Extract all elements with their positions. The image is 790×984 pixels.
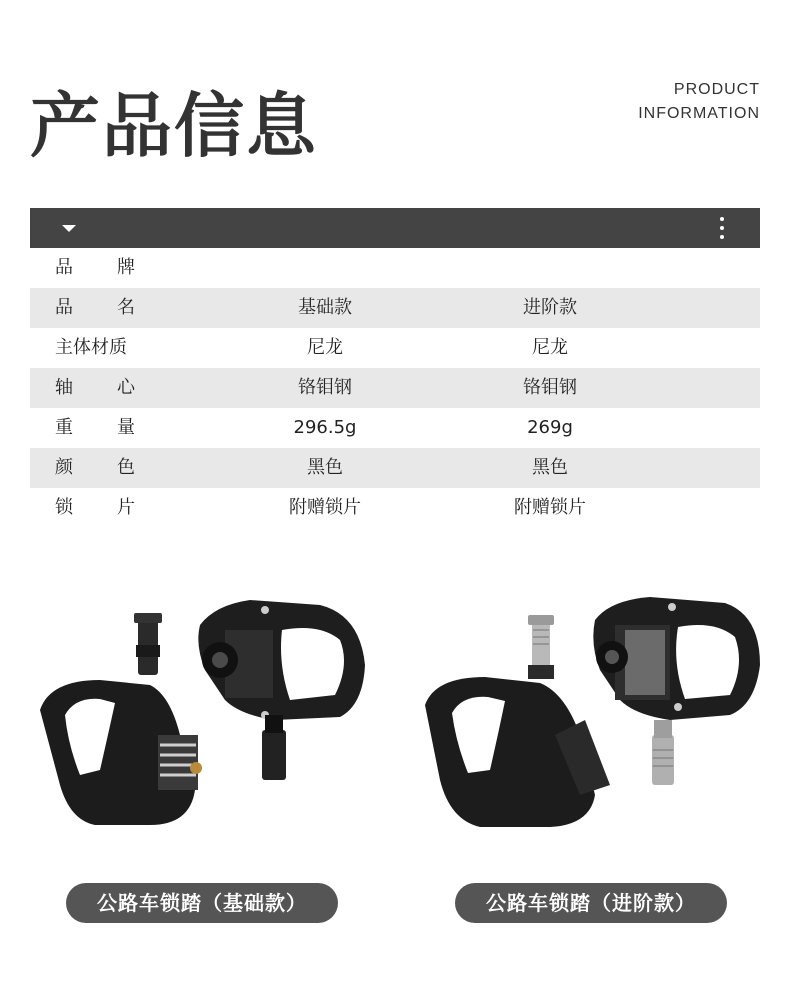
value-basic: 296.5g [293, 417, 357, 438]
value-advanced: 附赠锁片 [514, 497, 586, 518]
value-advanced: 尼龙 [532, 337, 568, 358]
row-label [55, 408, 135, 448]
value-advanced: 进阶款 [523, 297, 577, 318]
label-char: 名 [117, 297, 135, 318]
label-char: 量 [117, 417, 135, 438]
table-row [30, 328, 760, 368]
value-basic [255, 248, 395, 288]
subtitle-line-1: PRODUCT [673, 81, 760, 98]
value-basic: 黑色 [307, 457, 343, 478]
label-char: 片 [117, 497, 135, 518]
label-char: 品 [55, 257, 73, 278]
value-advanced: 黑色 [532, 457, 568, 478]
page-subtitle [638, 78, 760, 126]
row-label [55, 448, 135, 488]
table-header-bar [30, 208, 760, 248]
product-caption-advanced: 公路车锁踏（进阶款） [455, 883, 727, 923]
caret-down-icon[interactable] [62, 225, 76, 232]
value-advanced: 铬钼钢 [523, 377, 577, 398]
value-basic: 尼龙 [307, 337, 343, 358]
product-image-advanced [410, 585, 770, 830]
table-row [30, 288, 760, 328]
row-label [55, 368, 135, 408]
more-vertical-icon[interactable] [720, 217, 724, 239]
row-label [55, 288, 135, 328]
label-char: 品 [55, 297, 73, 318]
spec-table [30, 248, 760, 528]
value-basic: 基础款 [298, 297, 352, 318]
value-basic: 铬钼钢 [298, 377, 352, 398]
label-text: 主体材质 [55, 337, 127, 358]
product-caption-basic: 公路车锁踏（基础款） [66, 883, 338, 923]
table-row [30, 248, 760, 288]
table-row [30, 488, 760, 528]
value-advanced [480, 248, 620, 288]
label-char: 色 [117, 457, 135, 478]
label-char: 锁 [55, 497, 73, 518]
label-char: 重 [55, 417, 73, 438]
label-char: 轴 [55, 377, 73, 398]
page-title: 产品信息 [30, 85, 318, 167]
row-label [55, 488, 135, 528]
label-char: 牌 [117, 257, 135, 278]
table-row [30, 368, 760, 408]
row-label [55, 248, 135, 288]
value-advanced: 269g [527, 417, 573, 438]
value-basic: 附赠锁片 [289, 497, 361, 518]
product-image-basic [20, 585, 380, 830]
subtitle-line-2: INFORMATION [638, 105, 760, 122]
pedal-advanced-illustration [410, 585, 770, 830]
row-label [55, 328, 135, 368]
table-row [30, 448, 760, 488]
pedal-basic-illustration [20, 585, 380, 830]
label-char: 颜 [55, 457, 73, 478]
label-char: 心 [117, 377, 135, 398]
table-row [30, 408, 760, 448]
